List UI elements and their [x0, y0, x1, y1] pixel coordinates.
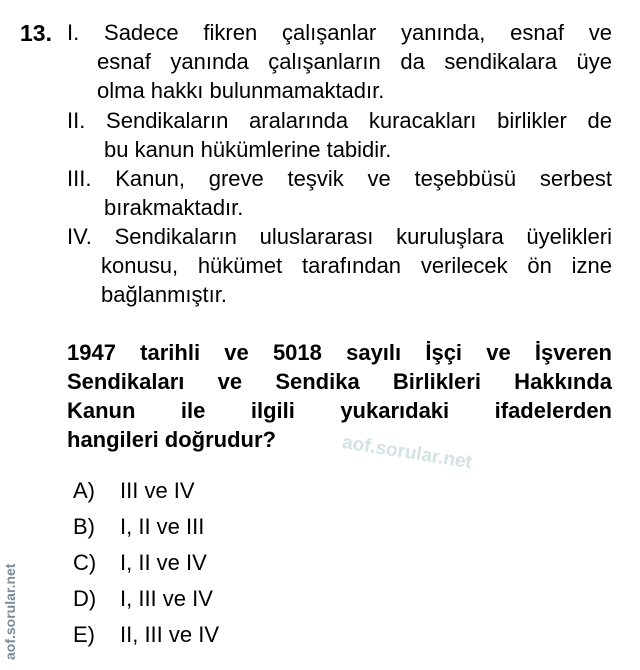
option-letter: A): [73, 478, 95, 503]
statement-3-line-1: III. Kanun, greve teşvik ve teşebbüsü serbest: [67, 166, 612, 191]
prompt-line-2: Sendikaları ve Sendika Birlikleri Hakkında: [67, 369, 612, 394]
watermark: aof.sorular.net: [340, 432, 474, 474]
statement-4-line-2: konusu, hükümet tarafından verilecek ön izne: [101, 253, 612, 278]
option-text: I, III ve IV: [120, 586, 213, 611]
statement-1-line-3: olma hakkı bulunmamaktadır.: [97, 78, 385, 103]
option-letter: E): [73, 622, 95, 647]
option-letter: B): [73, 514, 95, 539]
question-number: 13.: [20, 20, 52, 46]
statement-2-line-1: II. Sendikaların aralarında kuracakları birlikler de: [67, 108, 612, 133]
statement-2-line-2: bu kanun hükümlerine tabidir.: [104, 137, 392, 162]
statement-1-line-2: esnaf yanında çalışanların da sendikalara üye: [97, 49, 612, 74]
prompt-line-1: 1947 tarihli ve 5018 sayılı İşçi ve İşveren: [67, 340, 612, 365]
statement-1-line-1: I. Sadece fikren çalışanlar yanında, esnaf ve: [67, 20, 612, 45]
statement-3-line-2: bırakmaktadır.: [104, 195, 244, 220]
prompt-line-3: Kanun ile ilgili yukarıdaki ifadelerden: [67, 398, 612, 423]
statement-4-line-3: bağlanmıştır.: [101, 282, 227, 307]
option-text: I, II ve III: [120, 514, 205, 539]
side-watermark: aof.sorular.net: [2, 563, 18, 660]
option-text: I, II ve IV: [120, 550, 207, 575]
option-letter: C): [73, 550, 97, 575]
statement-4-line-1: IV. Sendikaların uluslararası kuruluşlara üyelikleri: [67, 224, 612, 249]
prompt-line-4: hangileri doğrudur?: [67, 427, 276, 452]
option-text: II, III ve IV: [120, 622, 220, 647]
option-letter: D): [73, 586, 97, 611]
option-text: III ve IV: [120, 478, 195, 503]
